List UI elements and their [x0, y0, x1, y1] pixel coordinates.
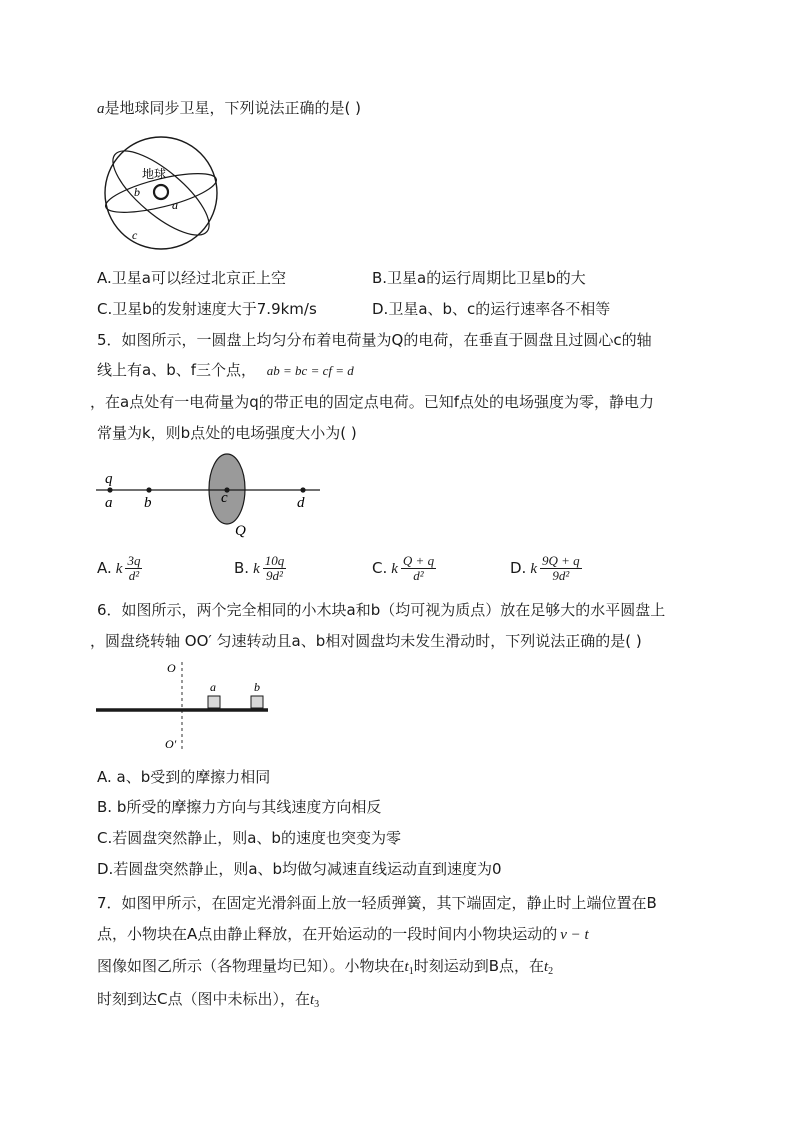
q5-option-a: A. k $\frac{3q}{\text{d²}}$: [97, 553, 141, 583]
q4-intro-var: a: [97, 101, 105, 117]
label-b: b: [144, 495, 152, 511]
q5-line-1: 5．如图所示，一圆盘上均匀分布着电荷量为Q的电荷，在垂直于圆盘且过圆心c的轴: [97, 331, 652, 349]
q4-intro: a是地球同步卫星，下列说法正确的是( ): [97, 99, 361, 117]
q6-turntable-figure: [96, 658, 276, 754]
q5-line-2: 线上有a、b、f三个点， ab = bc = cf = d: [97, 361, 354, 379]
q7-vt: v − t: [560, 927, 589, 943]
block-b: [251, 696, 263, 708]
q5-option-b: B. k $\frac{10q}{\text{9d²}}$: [234, 553, 285, 583]
label-Q: Q: [235, 523, 246, 539]
q7-line-3: 图像如图乙所示（各物理量均已知）。小物块在$t_1$时刻运动到B点，在$t_2$: [97, 957, 554, 977]
q6-option-a: A. a、b受到的摩擦力相同: [97, 768, 271, 786]
q4-option-b: B.卫星a的运行周期比卫星b的大: [372, 269, 586, 287]
q5-line-4: 常量为k，则b点处的电场强度大小为( ): [97, 424, 357, 442]
point-a: [107, 487, 112, 492]
q6-line-1: 6．如图所示，两个完全相同的小木块a和b（均可视为质点）放在足够大的水平圆盘上: [97, 601, 666, 619]
point-b: [146, 487, 151, 492]
orbit-a-label: a: [172, 198, 178, 212]
earth-label: 地球: [142, 167, 167, 181]
q4-option-d: D.卫星a、b、c的运行速率各不相等: [372, 300, 611, 318]
label-block-a: a: [210, 680, 216, 694]
q7-line-4: 时刻到达C点（图中未标出），在$t_3$: [97, 990, 320, 1010]
label-O-prime: O′: [165, 737, 177, 751]
label-d: d: [297, 495, 305, 511]
q6-option-c: C.若圆盘突然静止，则a、b的速度也突变为零: [97, 829, 401, 847]
q5-option-d: D. k $\frac{9Q + q}{\text{9d²}}$: [510, 553, 580, 583]
q6-line-2: ，圆盘绕转轴 OO′ 匀速转动且a、b相对圆盘均未发生滑动时，下列说法正确的是( ): [90, 632, 642, 650]
orbit-c-label: c: [132, 228, 138, 242]
point-d: [300, 487, 305, 492]
q4-option-c: C.卫星b的发射速度大于7.9km/s: [97, 300, 317, 318]
q5-option-c: C. k $\frac{Q + q}{\text{d²}}$: [372, 553, 435, 583]
earth-icon: [154, 185, 168, 199]
q7-line-2: 点，小物块在A点由静止释放，在开始运动的一段时间内小物块运动的 v − t: [97, 925, 589, 943]
q7-line-1: 7．如图甲所示，在固定光滑斜面上放一轻质弹簧，其下端固定，静止时上端位置在B: [97, 894, 657, 912]
block-a: [208, 696, 220, 708]
label-q: q: [105, 471, 113, 487]
label-block-b: b: [254, 680, 260, 694]
q4-orbit-figure: [96, 136, 226, 251]
q6-option-d: D.若圆盘突然静止，则a、b均做匀减速直线运动直到速度为0: [97, 860, 502, 878]
orbit-b-label: b: [134, 185, 140, 199]
q5-disk-figure: [96, 452, 326, 544]
label-O: O: [167, 661, 176, 675]
label-c: c: [221, 490, 228, 506]
label-a: a: [105, 495, 113, 511]
q6-option-b: B. b所受的摩擦力方向与其线速度方向相反: [97, 798, 382, 816]
q4-option-a: A.卫星a可以经过北京正上空: [97, 269, 286, 287]
q5-equation: ab = bc = cf = d: [266, 363, 354, 378]
q5-line-3: ，在a点处有一电荷量为q的带正电的固定点电荷。已知f点处的电场强度为零，静电力: [90, 393, 654, 411]
